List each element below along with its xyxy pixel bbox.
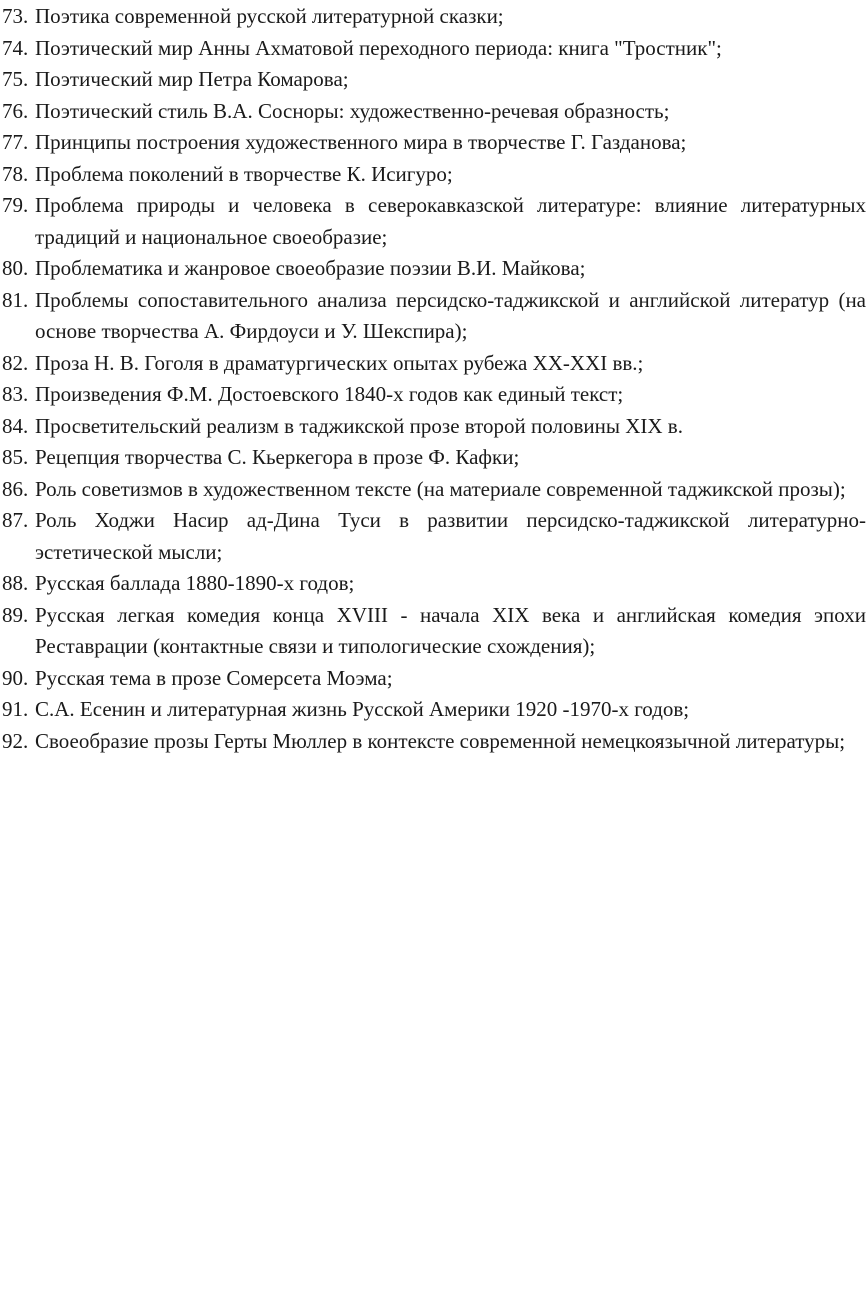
item-text: Просветительский реализм в таджикской прозе второй половины XIX в.	[35, 413, 683, 438]
list-item	[0, 726, 866, 758]
list-item	[0, 127, 866, 159]
item-number: 86.	[2, 476, 29, 501]
item-text: Роль Ходжи Насир ад-Дина Туси в развитии персидско-таджикской литературно-эстетической мысли;	[35, 508, 866, 564]
item-number: 75.	[2, 67, 29, 91]
item-text: Рецепция творчества С. Кьеркегора в прозе Ф. Кафки;	[35, 445, 520, 469]
topic-list	[0, 1, 866, 757]
list-item	[0, 253, 866, 285]
item-number: 88.	[2, 571, 29, 595]
item-number: 84.	[2, 413, 29, 438]
list-item	[0, 474, 866, 506]
list-item	[0, 442, 866, 474]
item-text: Проблема поколений в творчестве К. Исигуро;	[35, 161, 453, 186]
list-item	[0, 600, 866, 663]
item-number: 90.	[2, 665, 29, 690]
item-number: 91.	[2, 697, 29, 721]
list-item	[0, 411, 866, 443]
item-text: Проза Н. В. Гоголя в драматургических опытах рубежа XX-XXI вв.;	[35, 350, 644, 375]
item-text: Принципы построения художественного мира в творчестве Г. Газданова;	[35, 130, 687, 154]
list-item	[0, 33, 866, 65]
item-text: Своеобразие прозы Герты Мюллер в контексте современной немецкоязычной литературы;	[35, 728, 846, 753]
item-number: 81.	[2, 287, 29, 312]
item-text: Проблема природы и человека в северокавказской литературе: влияние литературных традиций и национальное своеобразие;	[35, 193, 866, 249]
list-item	[0, 505, 866, 568]
list-item	[0, 694, 866, 726]
list-item	[0, 379, 866, 411]
list-item	[0, 64, 866, 96]
item-text: Русская баллада 1880-1890-х годов;	[35, 571, 355, 595]
item-number: 78.	[2, 161, 29, 186]
item-text: Поэтический мир Анны Ахматовой переходного периода: книга "Тростник";	[35, 35, 722, 60]
item-number: 74.	[2, 35, 29, 60]
item-text: Русская тема в прозе Сомерсета Моэма;	[35, 665, 393, 690]
item-text: Роль советизмов в художественном тексте (на материале современной таджикской прозы);	[35, 476, 846, 501]
item-text: Поэтика современной русской литературной сказки;	[35, 4, 504, 28]
list-item	[0, 568, 866, 600]
item-number: 89.	[2, 602, 29, 627]
item-text: Поэтический мир Петра Комарова;	[35, 67, 349, 91]
item-text: Поэтический стиль В.А. Сосноры: художественно-речевая образность;	[35, 98, 670, 123]
item-number: 82.	[2, 350, 29, 375]
item-text: С.А. Есенин и литературная жизнь Русской Америки 1920 -1970-х годов;	[35, 697, 690, 721]
item-number: 76.	[2, 98, 29, 123]
item-text: Произведения Ф.М. Достоевского 1840-х годов как единый текст;	[35, 382, 624, 406]
item-number: 83.	[2, 382, 29, 406]
list-item	[0, 96, 866, 128]
item-number: 85.	[2, 445, 29, 469]
list-item	[0, 159, 866, 191]
item-number: 87.	[2, 508, 29, 532]
item-text: Русская легкая комедия конца XVIII - начала XIX века и английская комедия эпохи Реставрации (контактные связи и типологические схождения);	[35, 602, 866, 658]
list-item	[0, 1, 866, 33]
item-number: 73.	[2, 4, 29, 28]
item-number: 92.	[2, 728, 29, 753]
list-item	[0, 285, 866, 348]
list-item	[0, 190, 866, 253]
item-number: 77.	[2, 130, 29, 154]
list-item	[0, 663, 866, 695]
item-text: Проблематика и жанровое своеобразие поэзии В.И. Майкова;	[35, 256, 586, 280]
item-text: Проблемы сопоставительного анализа персидско-таджикской и английской литератур (на основе творчества А. Фирдоуси и У. Шекспира);	[35, 287, 866, 343]
list-item	[0, 348, 866, 380]
item-number: 80.	[2, 256, 29, 280]
item-number: 79.	[2, 193, 29, 217]
